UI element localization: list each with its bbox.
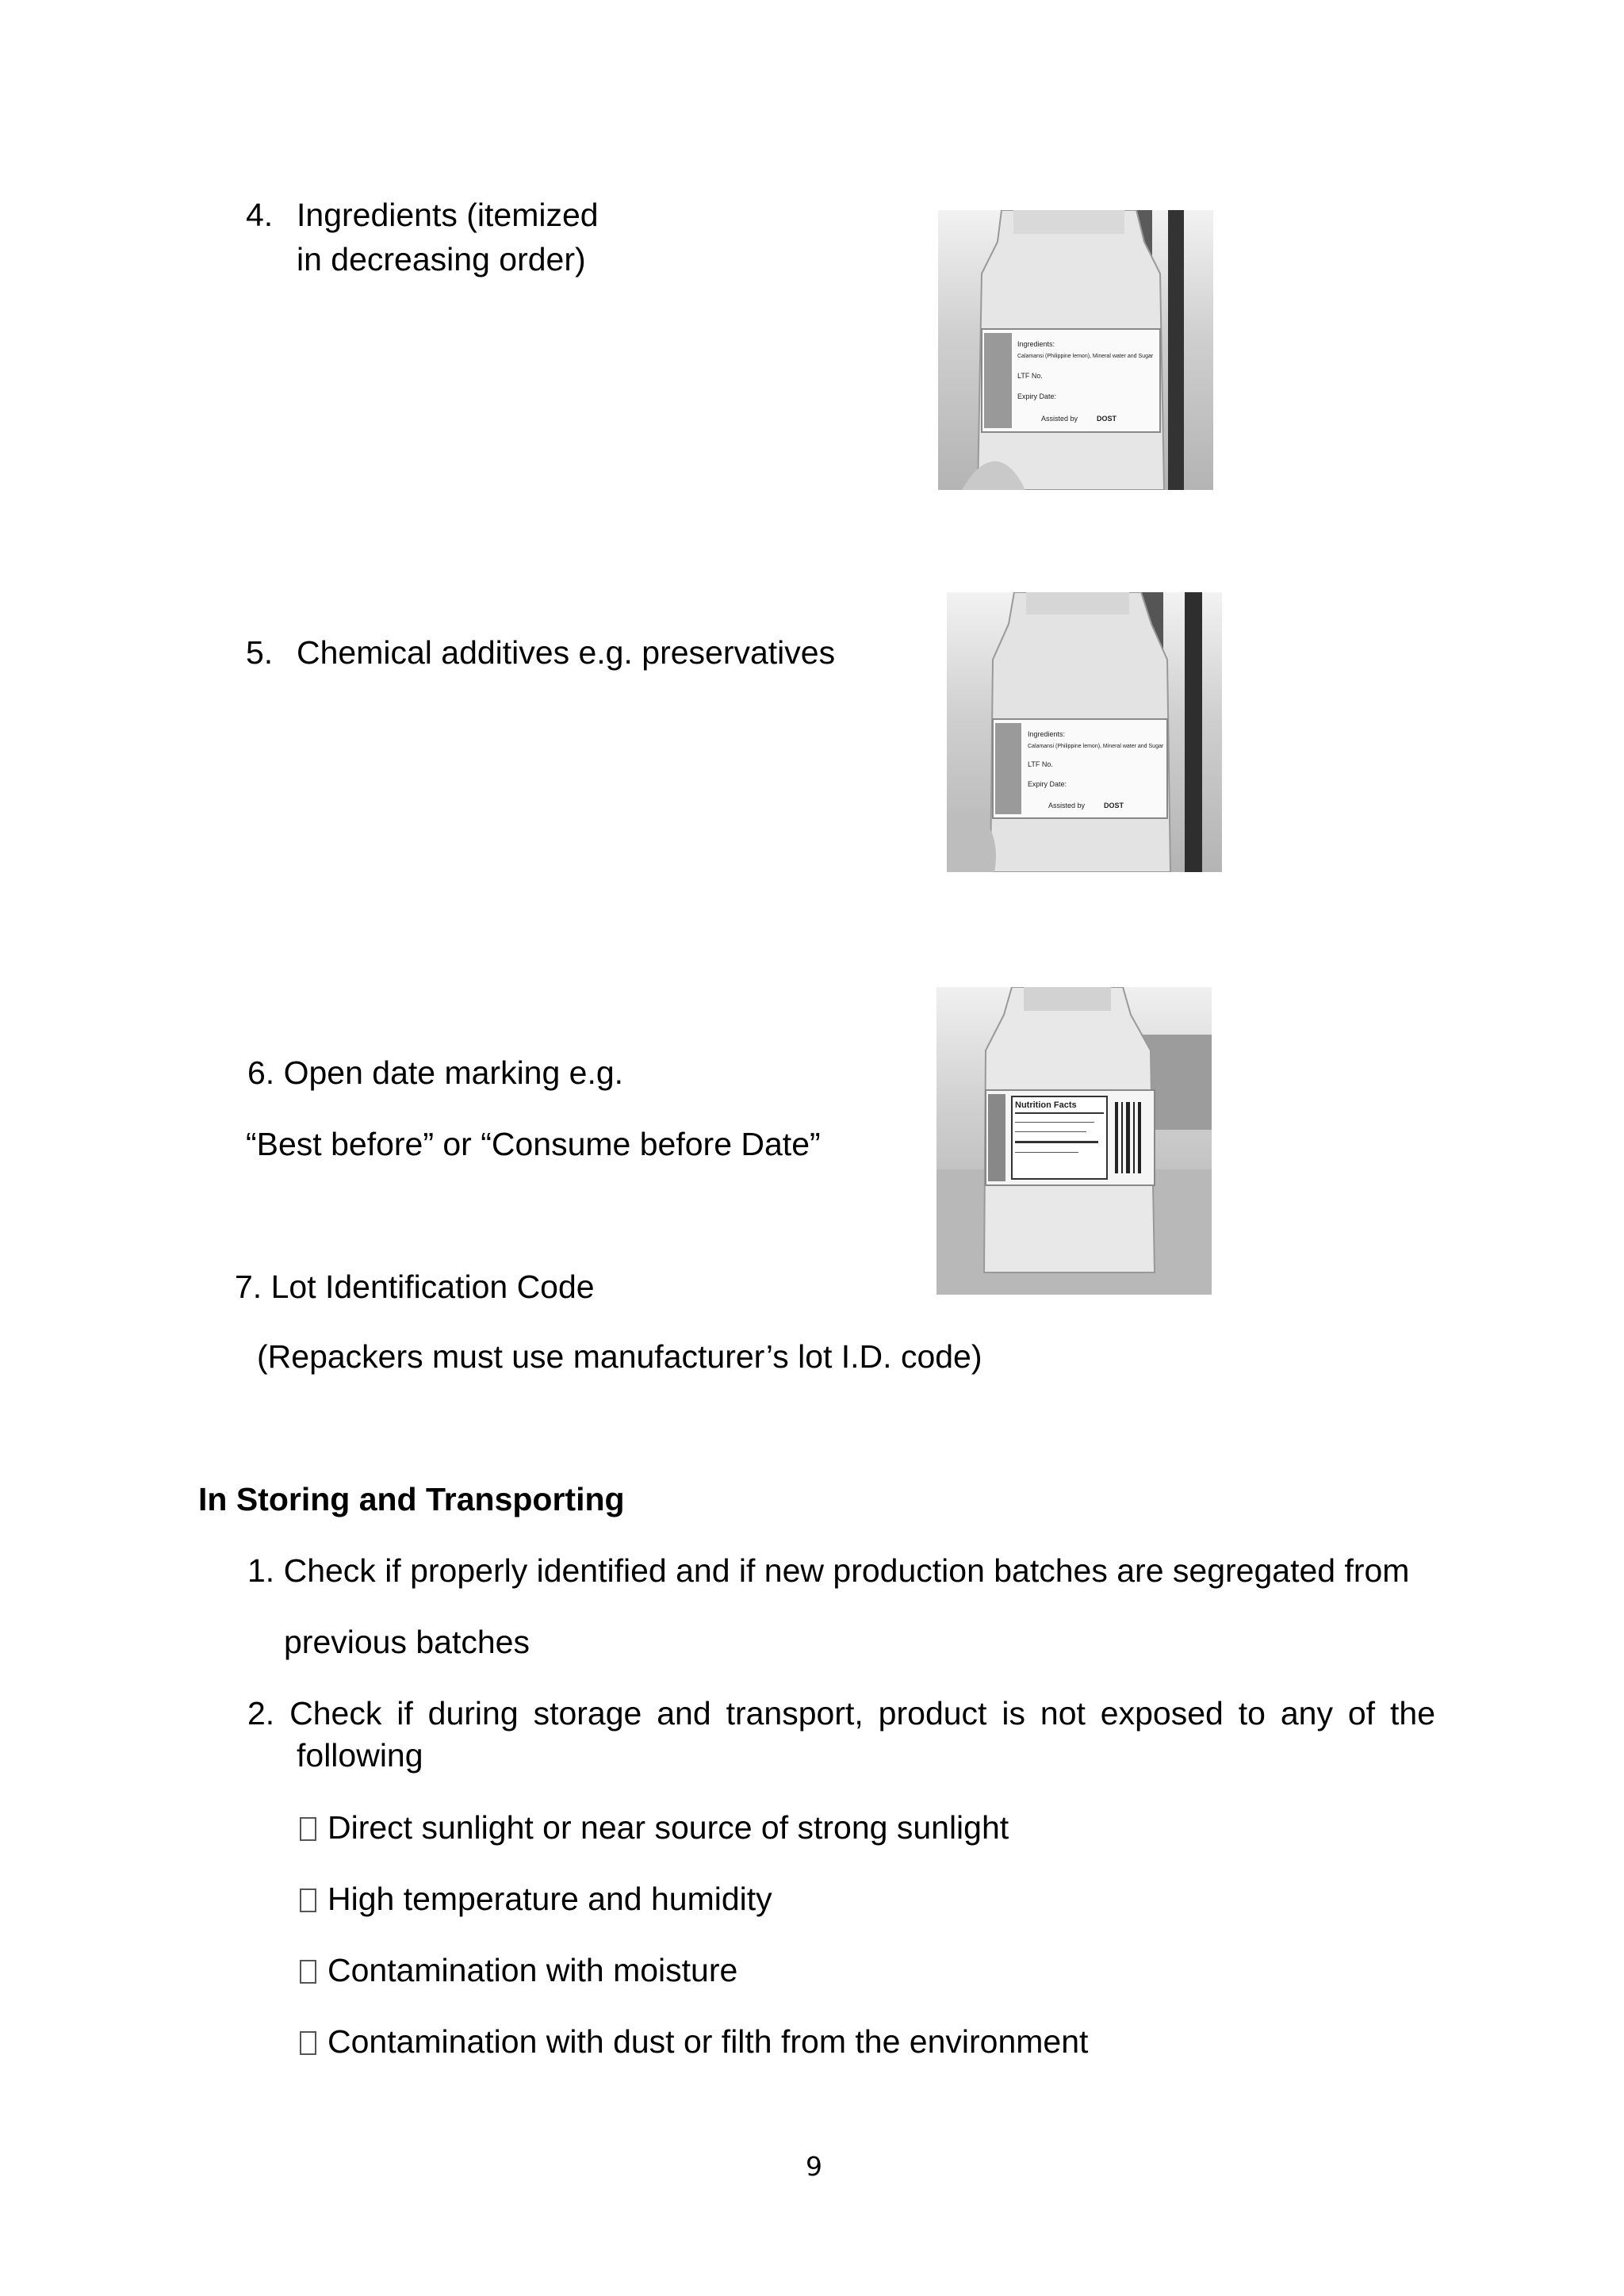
item-4-text-line2: in decreasing order) [297,241,586,277]
bullet-item-2 [300,1878,772,1920]
item-4-text-line1: Ingredients (itemized [297,197,599,233]
item-6-text-line2: “Best before” or “Consume before Date” [246,1126,821,1162]
bottle-ingredients-photo-1 [938,210,1213,490]
photo1-label-expiry: Expiry Date: [1017,392,1057,400]
bullet-item-4 [300,2021,1088,2063]
item-6-text-line1: 6. Open date marking e.g. [247,1054,624,1091]
bullet-box-icon [300,1817,316,1841]
photo2-label-assisted: Assisted by [1048,802,1086,809]
bullet-item-3 [300,1950,737,1992]
bullet-box-icon [300,1960,316,1984]
step-2-paragraph: 2. Check if during storage and transport, product is not exposed to any of the following [247,1695,1435,1774]
bullet-box-icon [300,1888,316,1912]
photo2-label-brand: DOST [1104,802,1124,809]
item-5-text: Chemical additives e.g. preservatives [297,634,836,671]
photo1-label-ltf: LTF No. [1017,372,1043,380]
photo1-label-brand: DOST [1097,415,1117,423]
item-5-number: 5. [246,634,274,671]
bullet-item-1 [300,1807,1009,1849]
step-2-text [247,1693,1435,1777]
bullet-text-2: High temperature and humidity [327,1881,772,1917]
photo2-label-expiry: Expiry Date: [1028,780,1067,788]
photo2-label-ingredients: Ingredients: [1028,730,1066,738]
photo1-label-ingredients: Ingredients: [1017,340,1055,348]
item-4-number: 4. [246,197,274,233]
bullet-text-4: Contamination with dust or filth from the environment [327,2023,1089,2060]
bullet-text-3: Contamination with moisture [327,1952,738,1988]
bullet-box-icon [300,2031,316,2055]
photo3-label-nutrition: Nutrition Facts [1015,1100,1077,1110]
photo1-label-contents: Calamansi (Philippine lemon), Mineral water and Sugar [1017,354,1154,359]
step-1-line2: previous batches [284,1624,530,1660]
item-7-text-line2: (Repackers must use manufacturer’s lot I.D. code) [257,1338,982,1375]
item-7-text-line1: 7. Lot Identification Code [235,1269,595,1305]
bottle-nutrition-photo [936,987,1212,1295]
page-number: 9 [806,2151,822,2182]
step-1-line1: 1. Check if properly identified and if new production batches are segregated from [247,1552,1410,1589]
photo2-label-ltf: LTF No. [1028,760,1053,768]
bullet-text-1: Direct sunlight or near source of strong sunlight [327,1809,1009,1846]
photo1-label-assisted: Assisted by [1041,415,1078,423]
section-heading: In Storing and Transporting [198,1481,625,1517]
photo2-label-contents: Calamansi (Philippine lemon), Mineral water and Sugar [1028,744,1164,749]
bottle-ingredients-photo-2 [947,592,1222,872]
